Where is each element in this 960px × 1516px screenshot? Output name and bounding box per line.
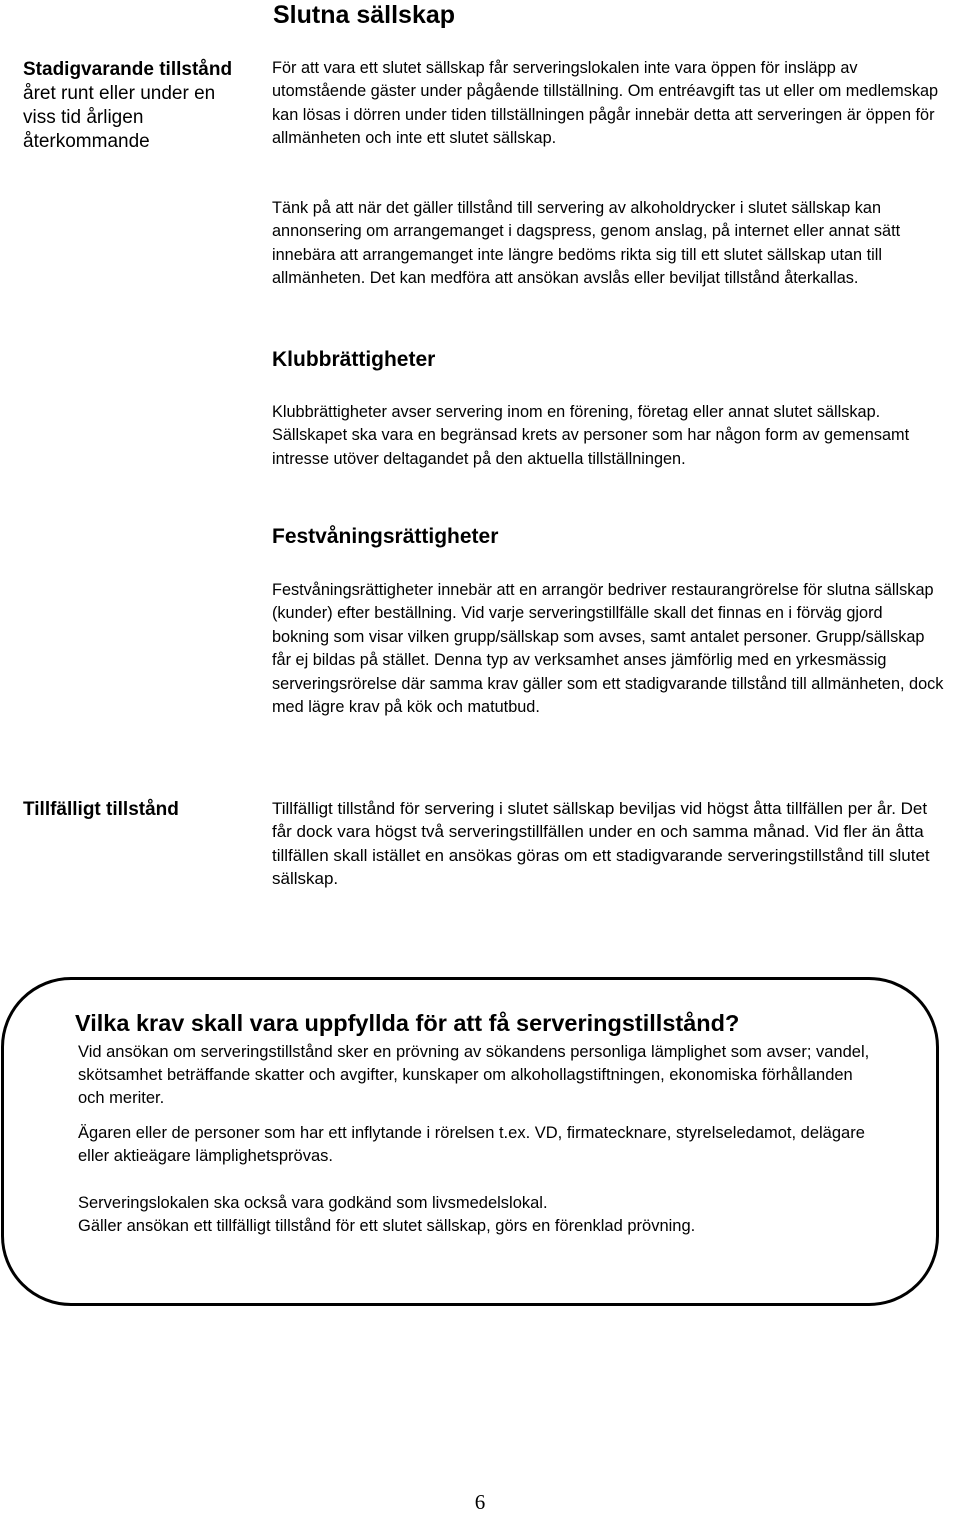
stadigvarande-side-heading [23, 58, 248, 154]
stadigvarande-heading: Stadigvarande tillstånd [23, 59, 233, 80]
page-title: Slutna sällskap [273, 1, 456, 29]
requirements-paragraph-3 [78, 1192, 878, 1238]
stadigvarande-subheading: året runt eller under en viss tid årligen återkommande [23, 83, 216, 152]
requirements-line-forenklad: Gäller ansökan ett tillfälligt tillstånd för ett slutet sällskap, görs en förenklad prövning. [78, 1217, 696, 1235]
klubb-heading: Klubbrättigheter [272, 348, 436, 371]
tillfalligt-paragraph: Tillfälligt tillstånd för servering i slutet sällskap beviljas vid högst åtta tillfällen per år. Det får dock vara högst två serveringstillfällen under en och samma månad. Vid fler än åtta tillfällen skall istället en ansökas göras om ett stadigvarande serveringstillstånd till slutet sällskap. [272, 799, 930, 889]
stadigvarande-paragraph-1: För att vara ett slutet sällskap får serveringslokalen inte vara öppen för insläpp av utomstående gäster under pågående tillställning. Om entréavgift tas ut eller om medlemskap kan lösas i dörren under tiden tillställningen pågår innebär detta att serveringen är öppen för allmänheten och inte ett slutet sällskap. [272, 59, 939, 148]
requirements-title: Vilka krav skall vara uppfyllda för att få serveringstillstånd? [75, 1010, 740, 1036]
fest-paragraph: Festvåningsrättigheter innebär att en arrangör bedriver restaurangrörelse för slutna sällskap (kunder) efter beställning. Vid varje serveringstillfälle skall det finnas en i förväg gjord bokning som visar vilken grupp/sällskap som avses, samt antalet personer. Grupp/sällskap får ej bildas på stället. Denna typ av verksamhet anses jämförlig med en yrkesmässig serveringsrörelse där samma krav gäller som ett stadigvarande tillstånd till allmänheten, dock med lägre krav på kök och matutbud. [272, 581, 944, 717]
fest-heading: Festvåningsrättigheter [272, 525, 499, 548]
stadigvarande-paragraph-2: Tänk på att när det gäller tillstånd till servering av alkoholdrycker i slutet sällskap kan annonsering om arrangemanget i dagspress, genom anslag, på internet eller annat sätt innebära att arrangemanget inte längre bedöms rikta sig till ett slutet sällskap utan till allmänheten. Det kan medföra att ansökan avslås eller beviljat tillstånd återkallas. [272, 199, 901, 288]
requirements-paragraph-1: Vid ansökan om serveringstillstånd sker en prövning av sökandens personliga lämplighet som avser; vandel, skötsamhet beträffande skatter och avgifter, kunskaper om alkohollagstiftningen, ekonomiska förhållanden och meriter. [78, 1043, 870, 1107]
requirements-line-lokal: Serveringslokalen ska också vara godkänd som livsmedelslokal. [78, 1194, 548, 1212]
klubb-paragraph: Klubbrättigheter avser servering inom en förening, företag eller annat slutet sällskap. Sällskapet ska vara en begränsad krets av personer som har någon form av gemensamt intresse utöver deltagandet på den aktuella tillställningen. [272, 403, 910, 468]
tillfalligt-heading: Tillfälligt tillstånd [23, 799, 179, 820]
requirements-paragraph-2: Ägaren eller de personer som har ett inflytande i rörelsen t.ex. VD, firmatecknare, styrelseledamot, delägare eller aktieägare lämplighetsprövas. [78, 1124, 865, 1165]
page-number: 6 [474, 1490, 486, 1514]
